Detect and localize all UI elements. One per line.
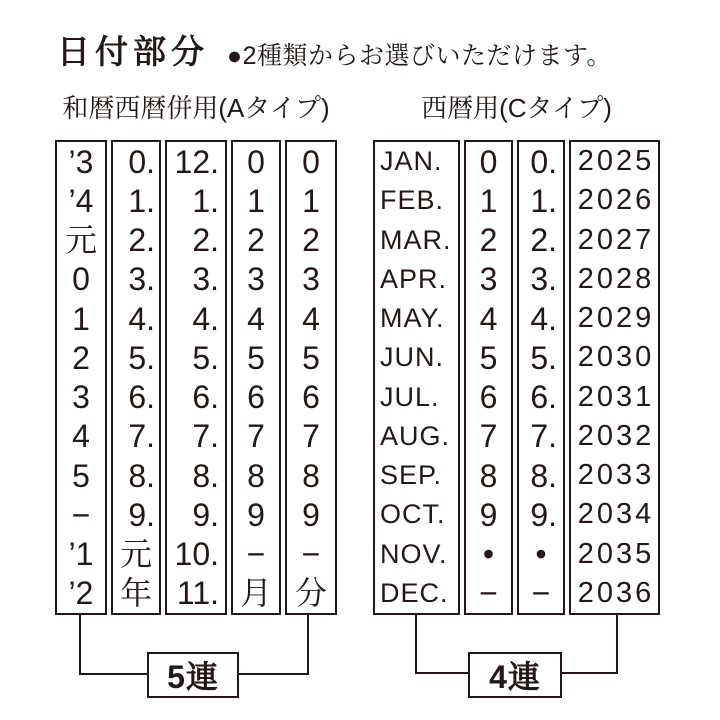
- stamp-cell: JUN.: [380, 342, 444, 373]
- stamp-cell: 5.: [192, 339, 219, 376]
- stamp-cell: 9.: [192, 496, 219, 533]
- stamp-cell: 2036: [577, 576, 655, 609]
- band-column-day-tens: [231, 140, 281, 615]
- stamp-cell: MAY.: [380, 303, 445, 334]
- stamp-cell: 3.: [128, 261, 155, 298]
- stamp-cell: MAR.: [380, 224, 452, 255]
- stamp-cell: 2: [479, 222, 498, 259]
- stamp-cell: 5: [72, 457, 90, 494]
- band-column-era-year: [55, 140, 107, 615]
- stamp-cell: 2025: [577, 145, 655, 178]
- band-column-month-name: [373, 140, 460, 615]
- stamp-cell: 0: [247, 143, 265, 180]
- stamp-cell: •: [535, 536, 547, 573]
- stamp-cell: JUL.: [380, 381, 440, 412]
- stamp-cell: 2.: [128, 222, 155, 259]
- stamp-cell: 4: [247, 300, 265, 337]
- stamp-cell: −: [246, 536, 266, 573]
- stamp-cell: 6.: [192, 379, 219, 416]
- stamp-cell: 0: [302, 143, 320, 180]
- stamp-cell: 8.: [530, 457, 557, 494]
- stamp-cell: 6: [247, 379, 265, 416]
- band-column-year: [569, 140, 660, 615]
- stamp-cell: −: [301, 536, 321, 573]
- stamp-cell: AUG.: [380, 420, 451, 451]
- stamp-cell: 8: [247, 457, 265, 494]
- stamp-cell: 8: [302, 457, 320, 494]
- stamp-cell: 2: [302, 222, 320, 259]
- stamp-cell: 4: [72, 418, 90, 455]
- stamp-cell: 2029: [577, 302, 655, 335]
- stamp-cell: 9: [479, 496, 498, 533]
- stamp-cell: 1: [247, 182, 265, 219]
- stamp-cell: 7.: [530, 418, 557, 455]
- stamp-cell: 2.: [530, 222, 557, 259]
- stamp-cell: NOV.: [380, 538, 448, 569]
- stamp-cell: 年: [119, 575, 152, 612]
- type-a-count-label: 5連: [147, 652, 239, 698]
- stamp-cell: 1.: [530, 182, 557, 219]
- stamp-cell: 2032: [577, 419, 655, 452]
- stamp-cell: 5: [302, 339, 320, 376]
- stamp-cell: 1.: [192, 182, 219, 219]
- type-c-count-label: 4連: [468, 652, 562, 698]
- stamp-cell: 2026: [577, 184, 655, 217]
- stamp-cell: 3.: [530, 261, 557, 298]
- stamp-cell: 2033: [577, 459, 655, 492]
- stamp-cell: 4.: [192, 300, 219, 337]
- stamp-cell: 3: [72, 379, 90, 416]
- stamp-cell: −: [479, 575, 498, 612]
- stamp-cell: 2034: [577, 498, 655, 531]
- stamp-cell: SEP.: [380, 460, 443, 491]
- stamp-cell: 2027: [577, 223, 655, 256]
- stamp-cell: 3: [302, 261, 320, 298]
- stamp-cell: 2028: [577, 262, 655, 295]
- stamp-cell: 1: [479, 182, 498, 219]
- stamp-cell: 3: [479, 261, 498, 298]
- stamp-cell: 4: [302, 300, 320, 337]
- stamp-cell: 11.: [176, 575, 219, 612]
- stamp-cell: 5.: [530, 339, 557, 376]
- stamp-cell: −: [71, 496, 91, 533]
- stamp-cell: 9.: [530, 496, 557, 533]
- stamp-cell: 12.: [174, 143, 219, 180]
- stamp-cell: 8: [479, 457, 498, 494]
- stamp-cell: 2031: [577, 380, 655, 413]
- stamp-cell: 1.: [128, 182, 155, 219]
- stamp-cell: 6: [302, 379, 320, 416]
- selection-note: ●2種類からお選びいただけます。: [227, 42, 613, 70]
- stamp-cell: 4: [479, 300, 498, 337]
- stamp-cell: 元: [64, 222, 97, 259]
- stamp-cell: 6.: [530, 379, 557, 416]
- stamp-cell: 2030: [577, 341, 655, 374]
- stamp-cell: ’2: [68, 575, 94, 612]
- stamp-cell: 0: [479, 143, 498, 180]
- stamp-cell: 2: [72, 339, 90, 376]
- stamp-cell: 9.: [128, 496, 155, 533]
- stamp-cell: 9: [302, 496, 320, 533]
- stamp-cell: 7.: [128, 418, 155, 455]
- band-column-day-ones: [517, 140, 565, 615]
- stamp-cell: 4.: [530, 300, 557, 337]
- stamp-cell: DEC.: [380, 577, 449, 608]
- stamp-cell: 分: [294, 575, 327, 612]
- stamp-cell: OCT.: [380, 499, 446, 530]
- stamp-cell: JAN.: [380, 146, 443, 177]
- stamp-cell: 3.: [192, 261, 219, 298]
- stamp-cell: ’3: [68, 143, 94, 180]
- stamp-cell: 5.: [128, 339, 155, 376]
- band-column-day-tens: [464, 140, 513, 615]
- stamp-cell: ’1: [68, 536, 94, 573]
- page-title: 日付部分: [57, 33, 209, 70]
- stamp-cell: 1: [302, 182, 320, 219]
- stamp-cell: 8.: [192, 457, 219, 494]
- stamp-cell: •: [482, 536, 495, 573]
- band-column-day-ones: [285, 140, 337, 615]
- stamp-cell: 7: [479, 418, 498, 455]
- stamp-cell: 9: [247, 496, 265, 533]
- stamp-cell: −: [531, 575, 551, 612]
- type-a-header: 和暦西暦併用(Aタイプ): [62, 93, 330, 123]
- stamp-cell: FEB.: [380, 185, 445, 216]
- stamp-cell: 7: [302, 418, 320, 455]
- stamp-cell: ’4: [68, 182, 94, 219]
- band-column-year-digit: [111, 140, 161, 615]
- stamp-cell: 5: [247, 339, 265, 376]
- stamp-cell: 2: [247, 222, 265, 259]
- type-c-table: [373, 140, 660, 615]
- band-column-month: [165, 140, 227, 615]
- stamp-cell: 5: [479, 339, 498, 376]
- stamp-cell: 10.: [174, 536, 219, 573]
- stamp-cell: 4.: [128, 300, 155, 337]
- stamp-cell: 元: [119, 536, 152, 573]
- stamp-cell: 7: [247, 418, 265, 455]
- type-a-table: [55, 140, 337, 615]
- stamp-cell: 2.: [192, 222, 219, 259]
- stamp-cell: 2035: [577, 537, 655, 570]
- stamp-cell: 1: [72, 300, 90, 337]
- type-c-header: 西暦用(Cタイプ): [421, 93, 612, 123]
- stamp-cell: 6.: [128, 379, 155, 416]
- stamp-cell: 0: [72, 261, 90, 298]
- stamp-cell: 6: [479, 379, 498, 416]
- stamp-cell: 3: [247, 261, 265, 298]
- stamp-cell: 0.: [530, 143, 557, 180]
- stamp-cell: 8.: [128, 457, 155, 494]
- stamp-cell: 0.: [128, 143, 155, 180]
- stamp-cell: APR.: [380, 263, 448, 294]
- stamp-cell: 7.: [192, 418, 219, 455]
- stamp-cell: 月: [239, 575, 272, 612]
